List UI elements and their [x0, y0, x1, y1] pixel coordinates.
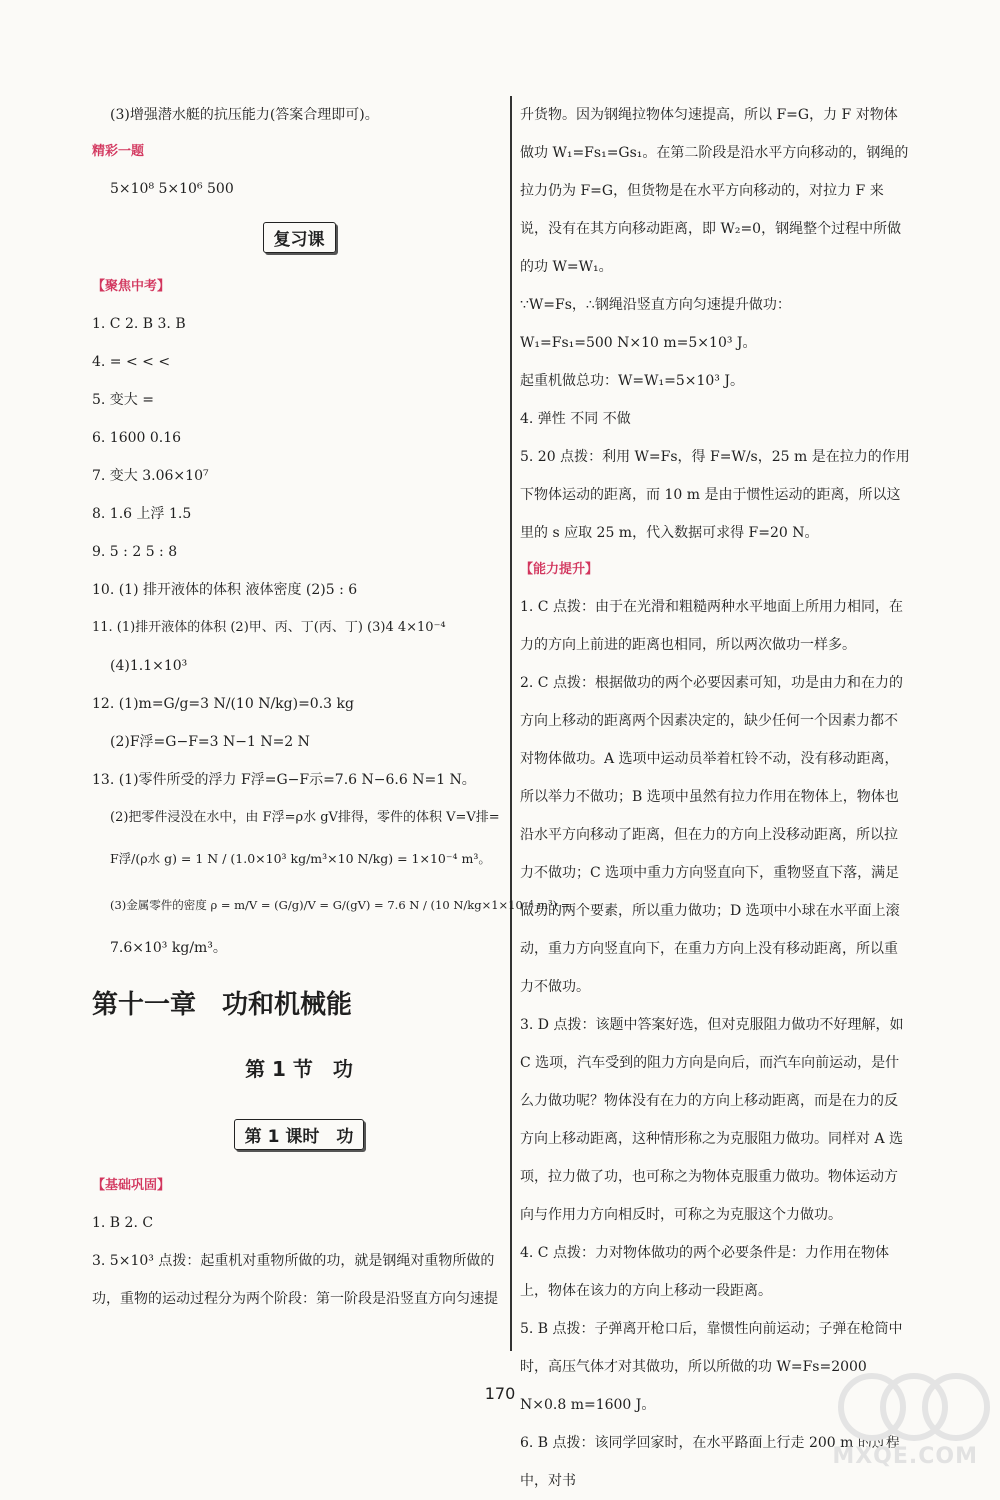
- zhongkao-header: 【聚焦中考】: [92, 279, 171, 294]
- nengli-header: 【能力提升】: [520, 562, 599, 577]
- answer-line: 8. 1.6 上浮 1.5: [92, 506, 192, 522]
- formula-line: F浮/(ρ水 g) = 1 N / (1.0×10³ kg/m³×10 N/kg) = 1×10⁻⁴ m³。: [110, 851, 491, 866]
- jichu-header: 【基础巩固】: [92, 1178, 171, 1193]
- jingcai-answer: 5×10⁸ 5×10⁶ 500: [110, 181, 234, 197]
- answer-line: 12. (1)m=G/g=3 N/(10 N/kg)=0.3 kg: [92, 696, 354, 712]
- answer-line: 7.6×10³ kg/m³。: [110, 940, 227, 956]
- watermark-circle-icon: [922, 1373, 990, 1441]
- answer-line: 4. 弹性 不同 不做: [520, 411, 631, 427]
- answer-line: 1. C 2. B 3. B: [92, 316, 186, 332]
- answer-paragraph: 6. B 点拨：该同学回家时，在水平路面上行走 200 m 的过程中，对书: [520, 1435, 900, 1489]
- answer-paragraph: 5. B 点拨：子弹离开枪口后，靠惯性向前运动；子弹在枪筒中时，高压气体才对其做功，所以所做的功 W=Fs=2000 N×0.8 m=1600 J。: [520, 1321, 903, 1413]
- answer-line: (2)把零件浸没在水中，由 F浮=ρ水 gV排得，零件的体积 V=V排=: [110, 810, 500, 825]
- watermark-logo: [828, 1369, 978, 1469]
- answer-line: (2)F浮=G−F=3 N−1 N=2 N: [110, 734, 310, 750]
- answer-line: 4. = < < <: [92, 354, 171, 370]
- answer-line: 1. B 2. C: [92, 1215, 154, 1231]
- page-number: 170: [484, 1384, 516, 1403]
- answer-line: 6. 1600 0.16: [92, 430, 182, 446]
- answer-paragraph: 3. 5×10³ 点拨：起重机对重物所做的功，就是钢绳对重物所做的功，重物的运动过程分为两个阶段：第一阶段是沿竖直方向匀速提: [92, 1253, 498, 1307]
- answer-line: 7. 变大 3.06×10⁷: [92, 468, 209, 484]
- review-title-box: [92, 222, 506, 253]
- lesson-title-box: [92, 1119, 506, 1150]
- watermark-text: MXQE.COM: [832, 1444, 978, 1469]
- formula-line: (3)金属零件的密度 ρ = m/V = (G/g)/V = G/(gV) = 7.6 N / (10 N/kg×1×10⁻⁴ m³) =: [110, 898, 571, 912]
- answer-paragraph: 升货物。因为钢绳拉物体匀速提高，所以 F=G，力 F 对物体做功 W₁=Fs₁=Gs₁。在第二阶段是沿水平方向移动的，钢绳的拉力仍为 F=G，但货物是在水平方向移动的，对拉力 F 来说，没有在其方向移动距离，即 W₂=0，钢绳整个过程中所做的功 W=W₁。: [520, 107, 909, 275]
- column-divider: [510, 96, 512, 1351]
- right-column: [520, 96, 910, 1500]
- answer-line: 11. (1)排开液体的体积 (2)甲、丙、丁(丙、丁) (3)4 4×10⁻⁴: [92, 620, 446, 635]
- answer-paragraph: 5. 20 点拨：利用 W=Fs，得 F=W/s，25 m 是在拉力的作用下物体运动的距离，而 10 m 是由于惯性运动的距离，所以这里的 s 应取 25 m，代入数据可求得 F=20 N。: [520, 449, 910, 541]
- answer-line: 10. (1) 排开液体的体积 液体密度 (2)5 : 6: [92, 582, 358, 598]
- answer-line: 13. (1)零件所受的浮力 F浮=G−F示=7.6 N−6.6 N=1 N。: [92, 772, 476, 788]
- jingcai-header: 精彩一题: [92, 144, 145, 159]
- answer-line: 5. 变大 =: [92, 392, 154, 408]
- answer-line: 9. 5 : 2 5 : 8: [92, 544, 178, 560]
- answer-paragraph: 2. C 点拨：根据做功的两个必要因素可知，功是由力和在力的方向上移动的距离两个因素决定的，缺少任何一个因素力都不对物体做功。A 选项中运动员举着杠铃不动，没有移动距离，所以举力不做功；B 选项中虽然有拉力作用在物体上，物体也沿水平方向移动了距离，但在力的方向上没移动距离，所以拉力不做功；C 选项中重力方向竖直向下，重物竖直下落，满足做功的两个要素，所以重力做功；D 选项中小球在水平面上滚动，重力方向竖直向下，在重力方向上没有移动距离，所以重力不做功。: [520, 675, 903, 995]
- section-title: 第 1 节 功: [245, 1057, 353, 1081]
- answer-paragraph: 3. D 点拨：该题中答案好选，但对克服阻力做功不好理解，如 C 选项，汽车受到的阻力方向是向后，而汽车向前运动，是什么力做功呢？物体没有在力的方向上移动距离，而是在力的反方向上移动距离，这种情形称之为克服阻力做功。同样对 A 选项，拉力做了功，也可称之为物体克服重力做功。物体运动方向与作用力方向相反时，可称之为克服这个力做功。: [520, 1017, 904, 1223]
- answer-line: (4)1.1×10³: [110, 658, 188, 674]
- answer-line: W₁=Fs₁=500 N×10 m=5×10³ J。: [520, 335, 757, 351]
- chapter-title: 第十一章 功和机械能: [92, 990, 353, 1020]
- answer-line: ∵W=Fs，∴钢绳沿竖直方向匀速提升做功：: [520, 297, 791, 313]
- review-title: 复习课: [263, 222, 336, 253]
- intro-answer: (3)增强潜水艇的抗压能力(答案合理即可)。: [110, 107, 379, 123]
- answer-line: 起重机做总功：W=W₁=5×10³ J。: [520, 373, 744, 389]
- answer-paragraph: 4. C 点拨：力对物体做功的两个必要条件是：力作用在物体上，物体在该力的方向上移动一段距离。: [520, 1245, 889, 1299]
- lesson-title: 第 1 课时 功: [234, 1119, 365, 1150]
- answer-paragraph: 1. C 点拨：由于在光滑和粗糙两种水平地面上所用力相同，在力的方向上前进的距离也相同，所以两次做功一样多。: [520, 599, 903, 653]
